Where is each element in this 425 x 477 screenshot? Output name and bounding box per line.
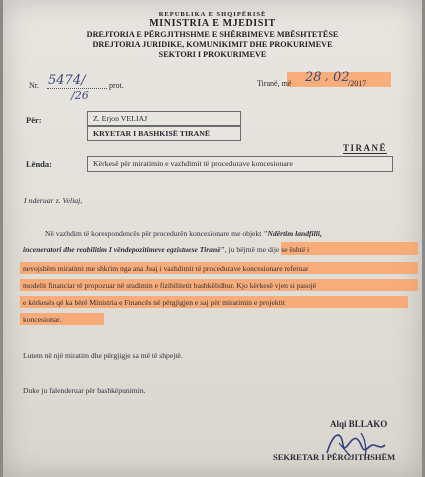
header-ministry: MINISTRIA E MJEDISIT <box>149 18 276 29</box>
subject-text: Kërkesë për miratimin e vazhdimit të procedurave koncesionare <box>93 159 293 168</box>
document-page: REPUBLIKA E SHQIPËRISË MINISTRIA E MJEDISIT DREJTORIA E PËRGJITHSHME E SHËRBIMEVE MBËSHTETËSE DREJTORIA JURIDIKE, KOMUNIKIMIT DHE PROKURIMEVE SEKTORI I PROKURIMEVE Nr. 5474/ /26 prot. Tiranë, më 28 , 02 /2017 Për: Z. Erjon VELIAJ KRYETAR I BASHKISË TIRANË TIRANË Lënda: Kërkesë për miratimin e vazhdimit të procedurave koncesionare I nderuar z. Veliaj, Në vazhdim të korespondencës për procedurën koncesionare me objekt "Ndërtim landfilli, inceneratori dhe reabilitim I vëndepozitimeve egzistuese Tiranë", ju bëjmë me dije se është i nevojshëm miratimi me shkrim nga ana Juaj i vazhdimit të procedurave koncesionare referuar modelit financiar të propozuar në studimin e fizibilitetit bashkëlidhur. Kjo kërkesë vjen si pasojë e kërkesës që ka bërë Ministria e Financës në përgjigjen e saj për miratimin e projektit koncesionar. Lutem në një miratim dhe përgjigje sa më të shpejtë. Duke ju falenderuar për bashkëpunimin. Alqi BLLAKO SEKRETAR I PËRGJITHSHËM <box>3 0 422 477</box>
date-month: 02 <box>333 70 350 85</box>
paragraph-line-3: nevojshëm miratimi me shkrim nga ana Juaj i vazhdimit të procedurave koncesionare referuar <box>23 264 309 273</box>
paragraph-line-2: inceneratori dhe reabilitim I vëndepozitimeve egzistuese Tiranë", ju bëjmë me dije se është i <box>23 245 310 254</box>
header-republic: REPUBLIKA E SHQIPËRISË <box>158 11 267 18</box>
header-procurement-sector: SEKTORI I PROKURIMEVE <box>158 50 267 59</box>
recipient-name: Z. Erjon VELIAJ <box>93 114 148 123</box>
protocol-label: prot. <box>109 81 124 90</box>
header-general-directorate: DREJTORIA E PËRGJITHSHME E SHËRBIMEVE MBËSHTETËSE <box>86 30 339 39</box>
recipient-city: TIRANË <box>343 143 388 153</box>
signatory-title: SEKRETAR I PËRGJITHSHËM <box>273 452 396 462</box>
paragraph-line-6: koncesionar. <box>23 315 62 324</box>
header-legal-directorate: DREJTORIA JURIDIKE, KOMUNIKIMIT DHE PROKURIMEVE <box>92 40 333 49</box>
recipient-label: Për: <box>26 115 42 125</box>
paragraph-line-1: Në vazhdim të korespondencës për procedurën koncesionare me objekt "Ndërtim landfilli, <box>45 229 322 238</box>
paragraph-line-4: modelit financiar të propozuar në studimin e fizibilitetit bashkëlidhur. Kjo kërkesë vjen si pasojë <box>23 281 317 290</box>
protocol-number-value: 5474/ <box>48 73 86 88</box>
subject-label: Lënda: <box>26 159 52 169</box>
closing-request: Lutem në një miratim dhe përgjigje sa më të shpejtë. <box>23 351 183 360</box>
signatory-name: Alqi BLLAKO <box>330 419 388 429</box>
protocol-number-sub: /26 <box>71 89 89 102</box>
date-day: 28 <box>305 70 322 85</box>
date-place-label: Tiranë, më <box>257 79 292 88</box>
paragraph-line-5: e kërkesës që ka bërë Ministria e Financës në përgjigjen e saj për miratimin e projektit <box>23 298 285 307</box>
recipient-title: KRYETAR I BASHKISË TIRANË <box>93 129 211 138</box>
closing-thanks: Duke ju falenderuar për bashkëpunimin. <box>23 386 146 395</box>
protocol-number-label: Nr. <box>29 81 39 90</box>
date-year: /2017 <box>348 79 367 88</box>
salutation: I nderuar z. Veliaj, <box>24 196 83 205</box>
